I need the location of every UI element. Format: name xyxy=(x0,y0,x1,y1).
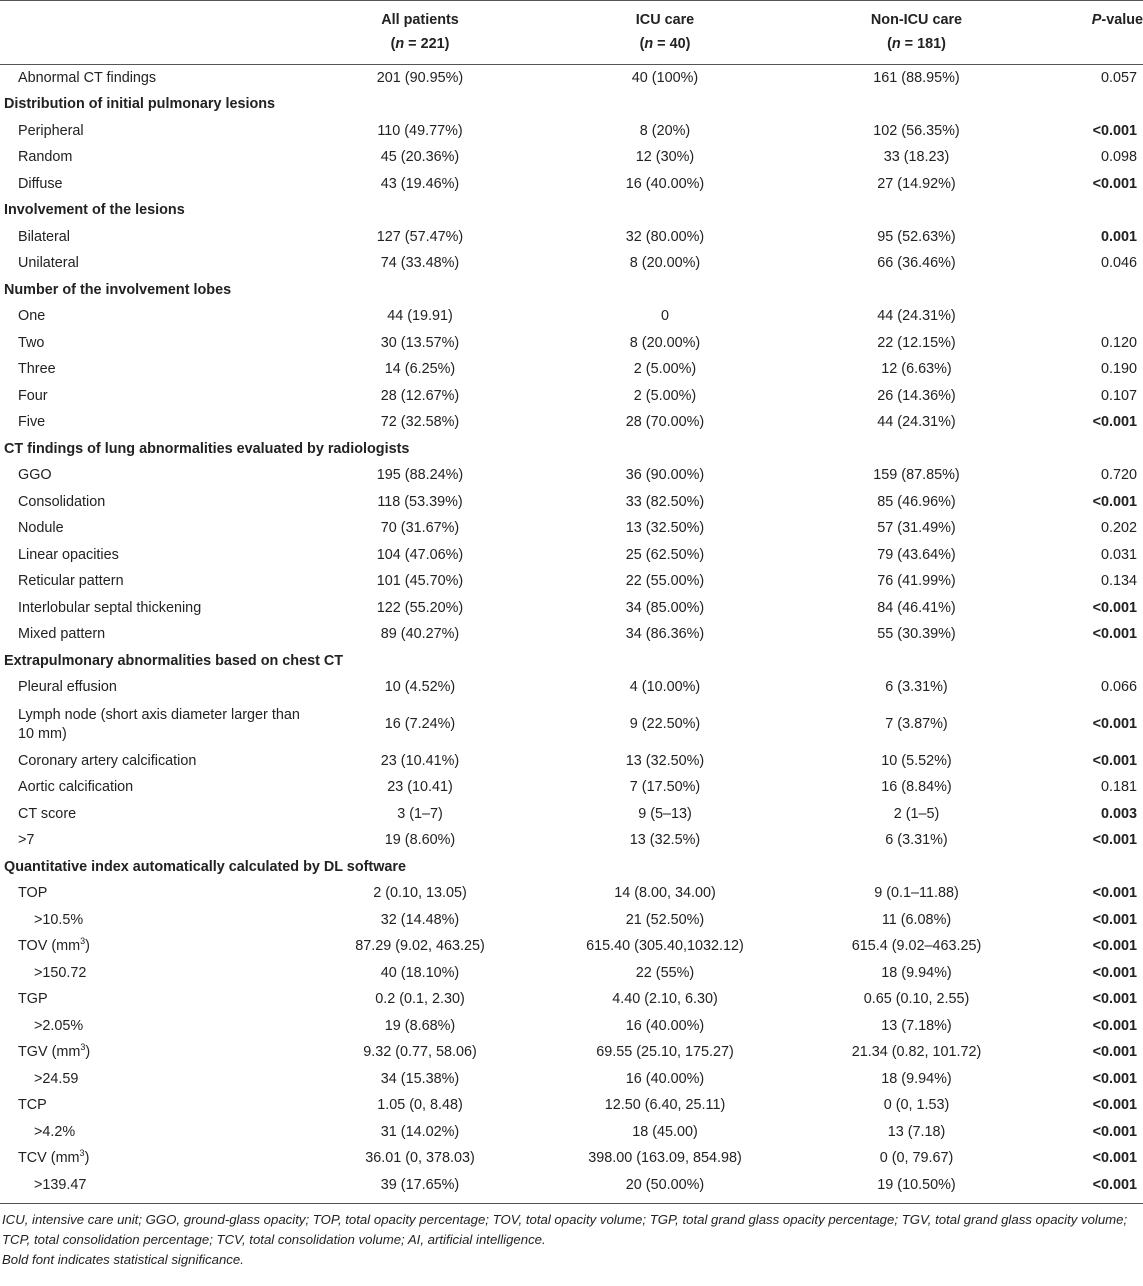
group-header-label: Quantitative index automatically calculated by DL software xyxy=(4,858,406,875)
cell-all-patients: 122 (55.20%) xyxy=(376,599,464,616)
cell-icu-care: 16 (40.00%) xyxy=(625,1017,705,1034)
cell-p-value: 0.001 xyxy=(1100,228,1137,245)
table-row xyxy=(0,622,1143,649)
cell-all-patients: 1.05 (0, 8.48) xyxy=(377,1097,463,1114)
table-body xyxy=(0,65,1143,1204)
cell-non-icu-care: 161 (88.95%) xyxy=(873,69,960,86)
cell-p-value: <0.001 xyxy=(1092,1044,1137,1061)
cell-p-value: 0.066 xyxy=(1100,679,1137,696)
cell-non-icu-care: 7 (3.87%) xyxy=(885,716,948,732)
header-p-value: P-value xyxy=(1043,1,1143,33)
cell-all-patients: 14 (6.25%) xyxy=(384,361,456,378)
cell-p-value: 0.107 xyxy=(1100,387,1137,404)
cell-icu-care: 8 (20%) xyxy=(639,122,691,139)
cell-all-patients: 23 (10.41) xyxy=(387,779,453,796)
cell-all-patients: 0.2 (0.1, 2.30) xyxy=(375,991,465,1008)
row-label: Pleural effusion xyxy=(18,679,117,696)
cell-non-icu-care: 13 (7.18%) xyxy=(881,1017,952,1034)
cell-p-value: <0.001 xyxy=(1092,1017,1137,1034)
row-label: >2.05% xyxy=(34,1017,84,1034)
cell-p-value: <0.001 xyxy=(1092,414,1137,431)
group-header-label: Distribution of initial pulmonary lesions xyxy=(4,96,276,113)
row-label: >139.47 xyxy=(0,1172,300,1203)
cell-p-value: 0.120 xyxy=(1100,334,1137,351)
cell-non-icu-care: 55 (30.39%) xyxy=(877,626,956,643)
cell-non-icu-care: 44 (24.31%) xyxy=(877,414,956,431)
table-row xyxy=(0,516,1143,543)
header-non-icu-care: Non-ICU care xyxy=(790,1,1043,33)
cell-icu-care: 13 (32.50%) xyxy=(625,520,705,537)
cell-non-icu-care: 21.34 (0.82, 101.72) xyxy=(851,1044,982,1061)
cell-icu-care: 36 (90.00%) xyxy=(625,467,705,484)
cell-icu-care: 32 (80.00%) xyxy=(625,228,705,245)
table-row xyxy=(0,304,1143,331)
cell-icu-care: 34 (85.00%) xyxy=(625,599,705,616)
cell-p-value: 0.031 xyxy=(1100,546,1137,563)
cell-icu-care: 13 (32.5%) xyxy=(629,832,701,849)
cell-icu-care: 22 (55.00%) xyxy=(625,573,705,590)
header-non-icu-care-n: (n = 181) xyxy=(790,32,1043,65)
table-row xyxy=(0,748,1143,775)
cell-non-icu-care: 27 (14.92%) xyxy=(877,175,956,192)
table-row xyxy=(0,171,1143,198)
cell-non-icu-care: 6 (3.31%) xyxy=(885,679,948,696)
cell-p-value: 0.003 xyxy=(1100,805,1137,822)
cell-icu-care: 69.55 (25.10, 175.27) xyxy=(596,1044,734,1061)
cell-icu-care: 615.40 (305.40,1032.12) xyxy=(586,938,744,955)
cell-icu-care: 398.00 (163.09, 854.98) xyxy=(588,1150,742,1167)
table-row xyxy=(0,801,1143,828)
table-row xyxy=(0,934,1143,961)
cell-icu-care: 16 (40.00%) xyxy=(625,175,705,192)
row-label: Reticular pattern xyxy=(18,573,124,590)
cell-all-patients: 19 (8.68%) xyxy=(384,1017,456,1034)
cell-non-icu-care: 0.65 (0.10, 2.55) xyxy=(863,991,970,1008)
cell-icu-care: 34 (86.36%) xyxy=(625,626,705,643)
cell-p-value: <0.001 xyxy=(1043,1172,1143,1203)
cell-p-value: <0.001 xyxy=(1092,493,1137,510)
cell-p-value: <0.001 xyxy=(1092,1123,1137,1140)
cell-p-value: 0.720 xyxy=(1100,467,1137,484)
cell-non-icu-care: 6 (3.31%) xyxy=(885,832,948,849)
group-header-row xyxy=(0,198,1143,225)
table-row xyxy=(0,775,1143,802)
cell-all-patients: 72 (32.58%) xyxy=(380,414,460,431)
row-label: >10.5% xyxy=(34,911,84,928)
cell-p-value: <0.001 xyxy=(1092,716,1137,732)
cell-non-icu-care: 10 (5.52%) xyxy=(881,752,952,769)
cell-p-value: <0.001 xyxy=(1092,885,1137,902)
row-label: Linear opacities xyxy=(18,546,119,563)
header-icu-care-n: (n = 40) xyxy=(540,32,790,65)
table-row xyxy=(0,1093,1143,1120)
table-row xyxy=(0,118,1143,145)
cell-p-value: 0.057 xyxy=(1100,69,1137,86)
cell-non-icu-care: 159 (87.85%) xyxy=(873,467,960,484)
table-row xyxy=(0,881,1143,908)
cell-p-value: 0.046 xyxy=(1100,255,1137,272)
cell-non-icu-care: 12 (6.63%) xyxy=(881,361,952,378)
row-label: Mixed pattern xyxy=(18,626,106,643)
cell-non-icu-care: 44 (24.31%) xyxy=(877,308,956,325)
row-label: Diffuse xyxy=(18,175,63,192)
table-row xyxy=(0,675,1143,702)
table-row xyxy=(0,463,1143,490)
row-label: Abnormal CT findings xyxy=(18,69,157,86)
cell-all-patients: 101 (45.70%) xyxy=(376,573,464,590)
cell-icu-care: 18 (45.00) xyxy=(632,1123,698,1140)
cell-all-patients: 28 (12.67%) xyxy=(380,387,460,404)
table-row xyxy=(0,701,1143,748)
cell-non-icu-care: 16 (8.84%) xyxy=(881,779,952,796)
cell-icu-care: 16 (40.00%) xyxy=(625,1070,705,1087)
cell-icu-care: 12 (30%) xyxy=(635,149,695,166)
row-label: Consolidation xyxy=(18,493,106,510)
row-label: Lymph node (short axis diameter larger than 10 mm) xyxy=(18,706,300,742)
header-label-column xyxy=(0,1,300,33)
cell-all-patients: 30 (13.57%) xyxy=(380,334,460,351)
footnote-abbreviations: ICU, intensive care unit; GGO, ground-glass opacity; TOP, total opacity percentage; TOV, total opacity volume; TGP, total grand glass opacity percentage; TGV, total grand glass opacity volume; TCP, total consolidation percentage; TCV, total consolidation volume; AI, artificial intelligence. xyxy=(2,1211,1128,1247)
footnote-significance: Bold font indicates statistical significance. xyxy=(2,1251,244,1267)
cell-icu-care: 9 (5–13) xyxy=(638,805,692,822)
cell-non-icu-care: 57 (31.49%) xyxy=(877,520,956,537)
cell-non-icu-care: 18 (9.94%) xyxy=(881,964,952,981)
group-header-row xyxy=(0,92,1143,119)
cell-non-icu-care: 22 (12.15%) xyxy=(877,334,956,351)
cell-all-patients: 89 (40.27%) xyxy=(380,626,460,643)
cell-all-patients: 10 (4.52%) xyxy=(384,679,456,696)
cell-non-icu-care: 9 (0.1–11.88) xyxy=(874,885,959,902)
cell-icu-care: 21 (52.50%) xyxy=(625,911,705,928)
cell-all-patients: 34 (15.38%) xyxy=(380,1070,460,1087)
row-label: Coronary artery calcification xyxy=(18,752,197,769)
cell-p-value: <0.001 xyxy=(1092,599,1137,616)
table-row xyxy=(0,383,1143,410)
cell-icu-care: 2 (5.00%) xyxy=(633,361,697,378)
cell-all-patients: 43 (19.46%) xyxy=(380,175,460,192)
cell-non-icu-care: 19 (10.50%) xyxy=(790,1172,1043,1203)
cell-icu-care: 4 (10.00%) xyxy=(629,679,701,696)
cell-p-value: 0.098 xyxy=(1100,149,1137,166)
table-row xyxy=(0,1172,1143,1203)
cell-p-value xyxy=(1043,304,1143,331)
cell-non-icu-care: 11 (6.08%) xyxy=(881,911,952,928)
table-row xyxy=(0,595,1143,622)
row-label: Two xyxy=(18,334,45,351)
row-label: Three xyxy=(18,361,56,378)
cell-non-icu-care: 95 (52.63%) xyxy=(877,228,956,245)
row-label: Peripheral xyxy=(18,122,84,139)
table-row xyxy=(0,828,1143,855)
cell-all-patients: 74 (33.48%) xyxy=(380,255,460,272)
table-footnote xyxy=(0,1204,1143,1270)
cell-all-patients: 32 (14.48%) xyxy=(380,911,460,928)
cell-p-value: <0.001 xyxy=(1092,626,1137,643)
row-label: Bilateral xyxy=(18,228,70,245)
table-row xyxy=(0,1146,1143,1173)
cell-all-patients: 70 (31.67%) xyxy=(380,520,460,537)
cell-non-icu-care: 18 (9.94%) xyxy=(881,1070,952,1087)
row-label: TCP xyxy=(18,1097,47,1114)
cell-non-icu-care: 26 (14.36%) xyxy=(877,387,956,404)
table-row xyxy=(0,145,1143,172)
cell-icu-care: 0 xyxy=(660,308,669,325)
table-header xyxy=(0,1,1143,65)
cell-all-patients: 2 (0.10, 13.05) xyxy=(373,885,467,902)
header-all-patients: All patients xyxy=(300,1,540,33)
cell-p-value: <0.001 xyxy=(1092,752,1137,769)
cell-all-patients: 19 (8.60%) xyxy=(384,832,456,849)
group-header-row xyxy=(0,277,1143,304)
row-label: >24.59 xyxy=(34,1070,79,1087)
group-header-row xyxy=(0,854,1143,881)
cell-p-value: <0.001 xyxy=(1092,1070,1137,1087)
cell-icu-care: 8 (20.00%) xyxy=(629,334,701,351)
cell-p-value: <0.001 xyxy=(1092,175,1137,192)
cell-all-patients: 44 (19.91) xyxy=(387,308,453,325)
cell-non-icu-care: 13 (7.18) xyxy=(887,1123,946,1140)
row-label: Five xyxy=(18,414,46,431)
cell-icu-care: 8 (20.00%) xyxy=(629,255,701,272)
table-row xyxy=(0,1066,1143,1093)
row-label: TCV $(mm^3)$ xyxy=(18,1148,90,1167)
header-all-patients-n: (n = 221) xyxy=(300,32,540,65)
group-header-label: Number of the involvement lobes xyxy=(4,281,232,298)
cell-icu-care: 13 (32.50%) xyxy=(625,752,705,769)
row-label: TGP xyxy=(18,991,48,1008)
cell-p-value: <0.001 xyxy=(1092,122,1137,139)
cell-all-patients: 23 (10.41%) xyxy=(380,752,460,769)
cell-non-icu-care: 84 (46.41%) xyxy=(877,599,956,616)
cell-p-value: <0.001 xyxy=(1092,991,1137,1008)
cell-p-value: 0.190 xyxy=(1100,361,1137,378)
cell-all-patients: 36.01 (0, 378.03) xyxy=(365,1150,475,1167)
table-row xyxy=(0,1119,1143,1146)
row-label: CT score xyxy=(18,805,77,822)
cell-icu-care: 40 (100%) xyxy=(631,69,699,86)
cell-non-icu-care: 2 (1–5) xyxy=(893,805,940,822)
cell-non-icu-care: 0 (0, 1.53) xyxy=(883,1097,950,1114)
row-label: One xyxy=(18,308,46,325)
table-row xyxy=(0,489,1143,516)
row-label: >150.72 xyxy=(34,964,87,981)
row-label: Nodule xyxy=(18,520,64,537)
cell-icu-care: 28 (70.00%) xyxy=(625,414,705,431)
table-row xyxy=(0,357,1143,384)
cell-p-value: <0.001 xyxy=(1092,1097,1137,1114)
cell-all-patients: 118 (53.39%) xyxy=(377,493,463,510)
cell-icu-care: 22 (55%) xyxy=(635,964,695,981)
cell-non-icu-care: 33 (18.23) xyxy=(883,149,950,166)
cell-non-icu-care: 76 (41.99%) xyxy=(877,573,956,590)
cell-icu-care: 7 (17.50%) xyxy=(629,779,701,796)
table-row xyxy=(0,960,1143,987)
cell-non-icu-care: 102 (56.35%) xyxy=(873,122,960,139)
row-label: Unilateral xyxy=(18,255,79,272)
table-row xyxy=(0,987,1143,1014)
cell-all-patients: 45 (20.36%) xyxy=(380,149,460,166)
cell-p-value: <0.001 xyxy=(1092,938,1137,955)
group-header-label: CT findings of lung abnormalities evaluated by radiologists xyxy=(4,440,410,457)
cell-all-patients: 87.29 (9.02, 463.25) xyxy=(355,938,485,955)
cell-icu-care: 33 (82.50%) xyxy=(625,493,705,510)
cell-all-patients: 3 (1–7) xyxy=(397,805,443,822)
cell-icu-care: 12.50 (6.40, 25.11) xyxy=(604,1097,726,1114)
cell-p-value: <0.001 xyxy=(1092,1150,1137,1167)
table-row xyxy=(0,907,1143,934)
cell-all-patients: 31 (14.02%) xyxy=(380,1123,460,1140)
table-row xyxy=(0,224,1143,251)
cell-icu-care: 14 (8.00, 34.00) xyxy=(614,885,716,902)
row-label: TGV $(mm^3)$ xyxy=(18,1042,91,1061)
cell-all-patients: 9.32 (0.77, 58.06) xyxy=(363,1044,477,1061)
cell-all-patients: 39 (17.65%) xyxy=(300,1172,540,1203)
row-label: Random xyxy=(18,149,73,166)
cell-all-patients: 104 (47.06%) xyxy=(376,546,464,563)
cell-icu-care: 9 (22.50%) xyxy=(629,716,701,732)
table-row xyxy=(0,251,1143,278)
group-header-label: Extrapulmonary abnormalities based on chest CT xyxy=(4,652,344,669)
table-row xyxy=(0,330,1143,357)
row-label: Aortic calcification xyxy=(18,779,134,796)
cell-icu-care: 20 (50.00%) xyxy=(540,1172,790,1203)
cell-all-patients: 201 (90.95%) xyxy=(376,69,464,86)
cell-non-icu-care: 79 (43.64%) xyxy=(877,546,956,563)
group-header-row xyxy=(0,648,1143,675)
cell-non-icu-care: 66 (36.46%) xyxy=(877,255,956,272)
table-row xyxy=(0,542,1143,569)
row-label: TOV $(mm^3)$ xyxy=(18,936,90,955)
table-row xyxy=(0,410,1143,437)
row-label: >7 xyxy=(18,832,35,849)
cell-p-value: 0.202 xyxy=(1100,520,1137,537)
table-row xyxy=(0,65,1143,92)
cell-all-patients: 16 (7.24%) xyxy=(384,716,456,732)
cell-p-value: <0.001 xyxy=(1092,911,1137,928)
table-row xyxy=(0,569,1143,596)
cell-all-patients: 110 (49.77%) xyxy=(377,122,463,139)
cell-all-patients: 40 (18.10%) xyxy=(380,964,460,981)
table-row xyxy=(0,1040,1143,1067)
cell-all-patients: 127 (57.47%) xyxy=(376,228,464,245)
cell-p-value: <0.001 xyxy=(1092,964,1137,981)
row-label: Four xyxy=(18,387,48,404)
cell-icu-care: 4.40 (2.10, 6.30) xyxy=(612,991,718,1008)
cell-non-icu-care: 85 (46.96%) xyxy=(877,493,956,510)
cell-all-patients: 195 (88.24%) xyxy=(376,467,464,484)
cell-p-value: 0.181 xyxy=(1100,779,1137,796)
cell-icu-care: 25 (62.50%) xyxy=(625,546,705,563)
row-label: >4.2% xyxy=(34,1123,76,1140)
group-header-row xyxy=(0,436,1143,463)
cell-icu-care: 2 (5.00%) xyxy=(633,387,697,404)
row-label: GGO xyxy=(18,467,52,484)
group-header-label: Involvement of the lesions xyxy=(4,202,185,219)
cell-p-value: <0.001 xyxy=(1092,832,1137,849)
cell-p-value: 0.134 xyxy=(1100,573,1137,590)
cell-non-icu-care: 0 (0, 79.67) xyxy=(879,1150,954,1167)
cell-non-icu-care: 615.4 (9.02–463.25) xyxy=(851,938,982,955)
header-icu-care: ICU care xyxy=(540,1,790,33)
row-label: TOP xyxy=(18,885,48,902)
row-label: Interlobular septal thickening xyxy=(18,599,202,616)
table-row xyxy=(0,1013,1143,1040)
